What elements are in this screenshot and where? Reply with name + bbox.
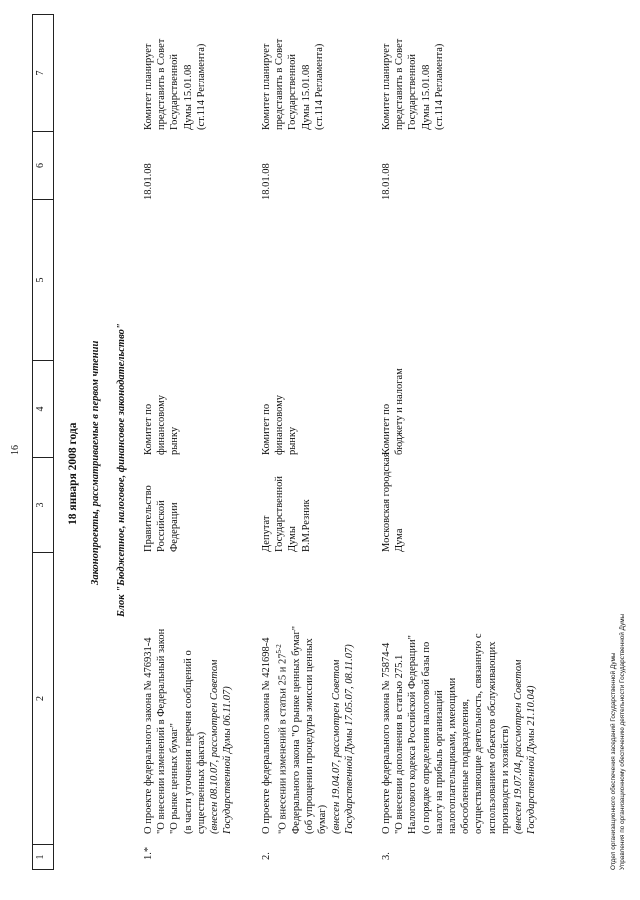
row-3-committee: Комитет по бюджету и налогам	[381, 368, 406, 455]
row-1-initiator: Правительство Российской Федерации	[143, 485, 181, 552]
row-1-title: О проекте федерального закона № 476931-4 "О внесении изменений в Федеральный закон "О рынке ценных бумаг" (в части уточнения перечня сообщений о существенных фактах) (внесен 08.10.07, рассмотрен Советом Государственной Думы 06.11.07)	[143, 628, 234, 834]
date-heading: 18 января 2008 года	[67, 422, 79, 525]
row-2-date: 18.01.08	[261, 163, 272, 200]
row-2-number: 2.	[261, 852, 272, 860]
column-header-4: 4	[33, 360, 53, 457]
row-3-date: 18.01.08	[381, 163, 392, 200]
column-header-row	[32, 14, 54, 870]
page-number: 16	[10, 445, 21, 455]
row-3-initiator: Московская городская Дума	[381, 452, 406, 552]
column-header-7: 7	[35, 70, 46, 76]
row-2-action: Комитет планирует представить в Совет Государственной Думы 15.01.08 (ст.114 Регламента)	[261, 38, 325, 130]
row-1-action: Комитет планирует представить в Совет Государственной Думы 15.01.08 (ст.114 Регламента)	[143, 38, 207, 130]
column-header-5: 5	[33, 199, 53, 360]
footer-department: Отдел организационного обеспечения заседаний Государственной Думы Управления по организационному обеспечению деятельности Государственной Думы	[610, 613, 626, 870]
column-header-2: 2	[33, 552, 53, 844]
column-header-6: 6	[33, 131, 53, 199]
row-2-initiator: Депутат Государственной Думы В.М.Резник	[261, 476, 312, 552]
row-1-number: 1.*	[143, 846, 154, 860]
row-3-action: Комитет планирует представить в Совет Государственной Думы 15.01.08 (ст.114 Регламента)	[381, 38, 445, 130]
row-1-date: 18.01.08	[143, 163, 154, 200]
row-2-title-superscript: 5-2	[275, 644, 284, 654]
row-2-committee: Комитет по финансовому рынку	[261, 394, 299, 455]
row-1-committee: Комитет по финансовому рынку	[143, 394, 181, 455]
row-2-title: О проекте федерального закона № 421698-4 "О внесении изменений в статьи 25 и 27$^{5-2}$ Федерального закона "О рынке ценных бумаг" (об упрощении процедуры эмиссии ценных бумаг) (внесен 19.04.07, рассмотрен Советом Государственной Думы 17.05.07, 08.11.07)	[261, 625, 355, 834]
row-3-title: О проекте федерального закона № 75874-4 "О внесении дополнения в статью 275.1 Налогового кодекса Российской Федерации" (о порядке определения налоговой базы по налогу на прибыль организаций налогоплательщиками, имеющими обособленные подразделения, осуществляющие деятельность, связанную с использованием объектов обслуживающих производств и хозяйств) (внесен 19.07.04, рассмотрен Советом Государственной Думы 21.10.04)	[381, 633, 538, 834]
row-3-number: 3.	[381, 852, 392, 860]
block-heading: Блок "Бюджетное, налоговое, финансовое законодательство"	[116, 323, 127, 617]
column-header-1: 1	[33, 844, 53, 869]
column-header-3: 3	[33, 457, 53, 552]
section-heading: Законопроекты, рассматриваемые в первом чтении	[90, 340, 101, 585]
